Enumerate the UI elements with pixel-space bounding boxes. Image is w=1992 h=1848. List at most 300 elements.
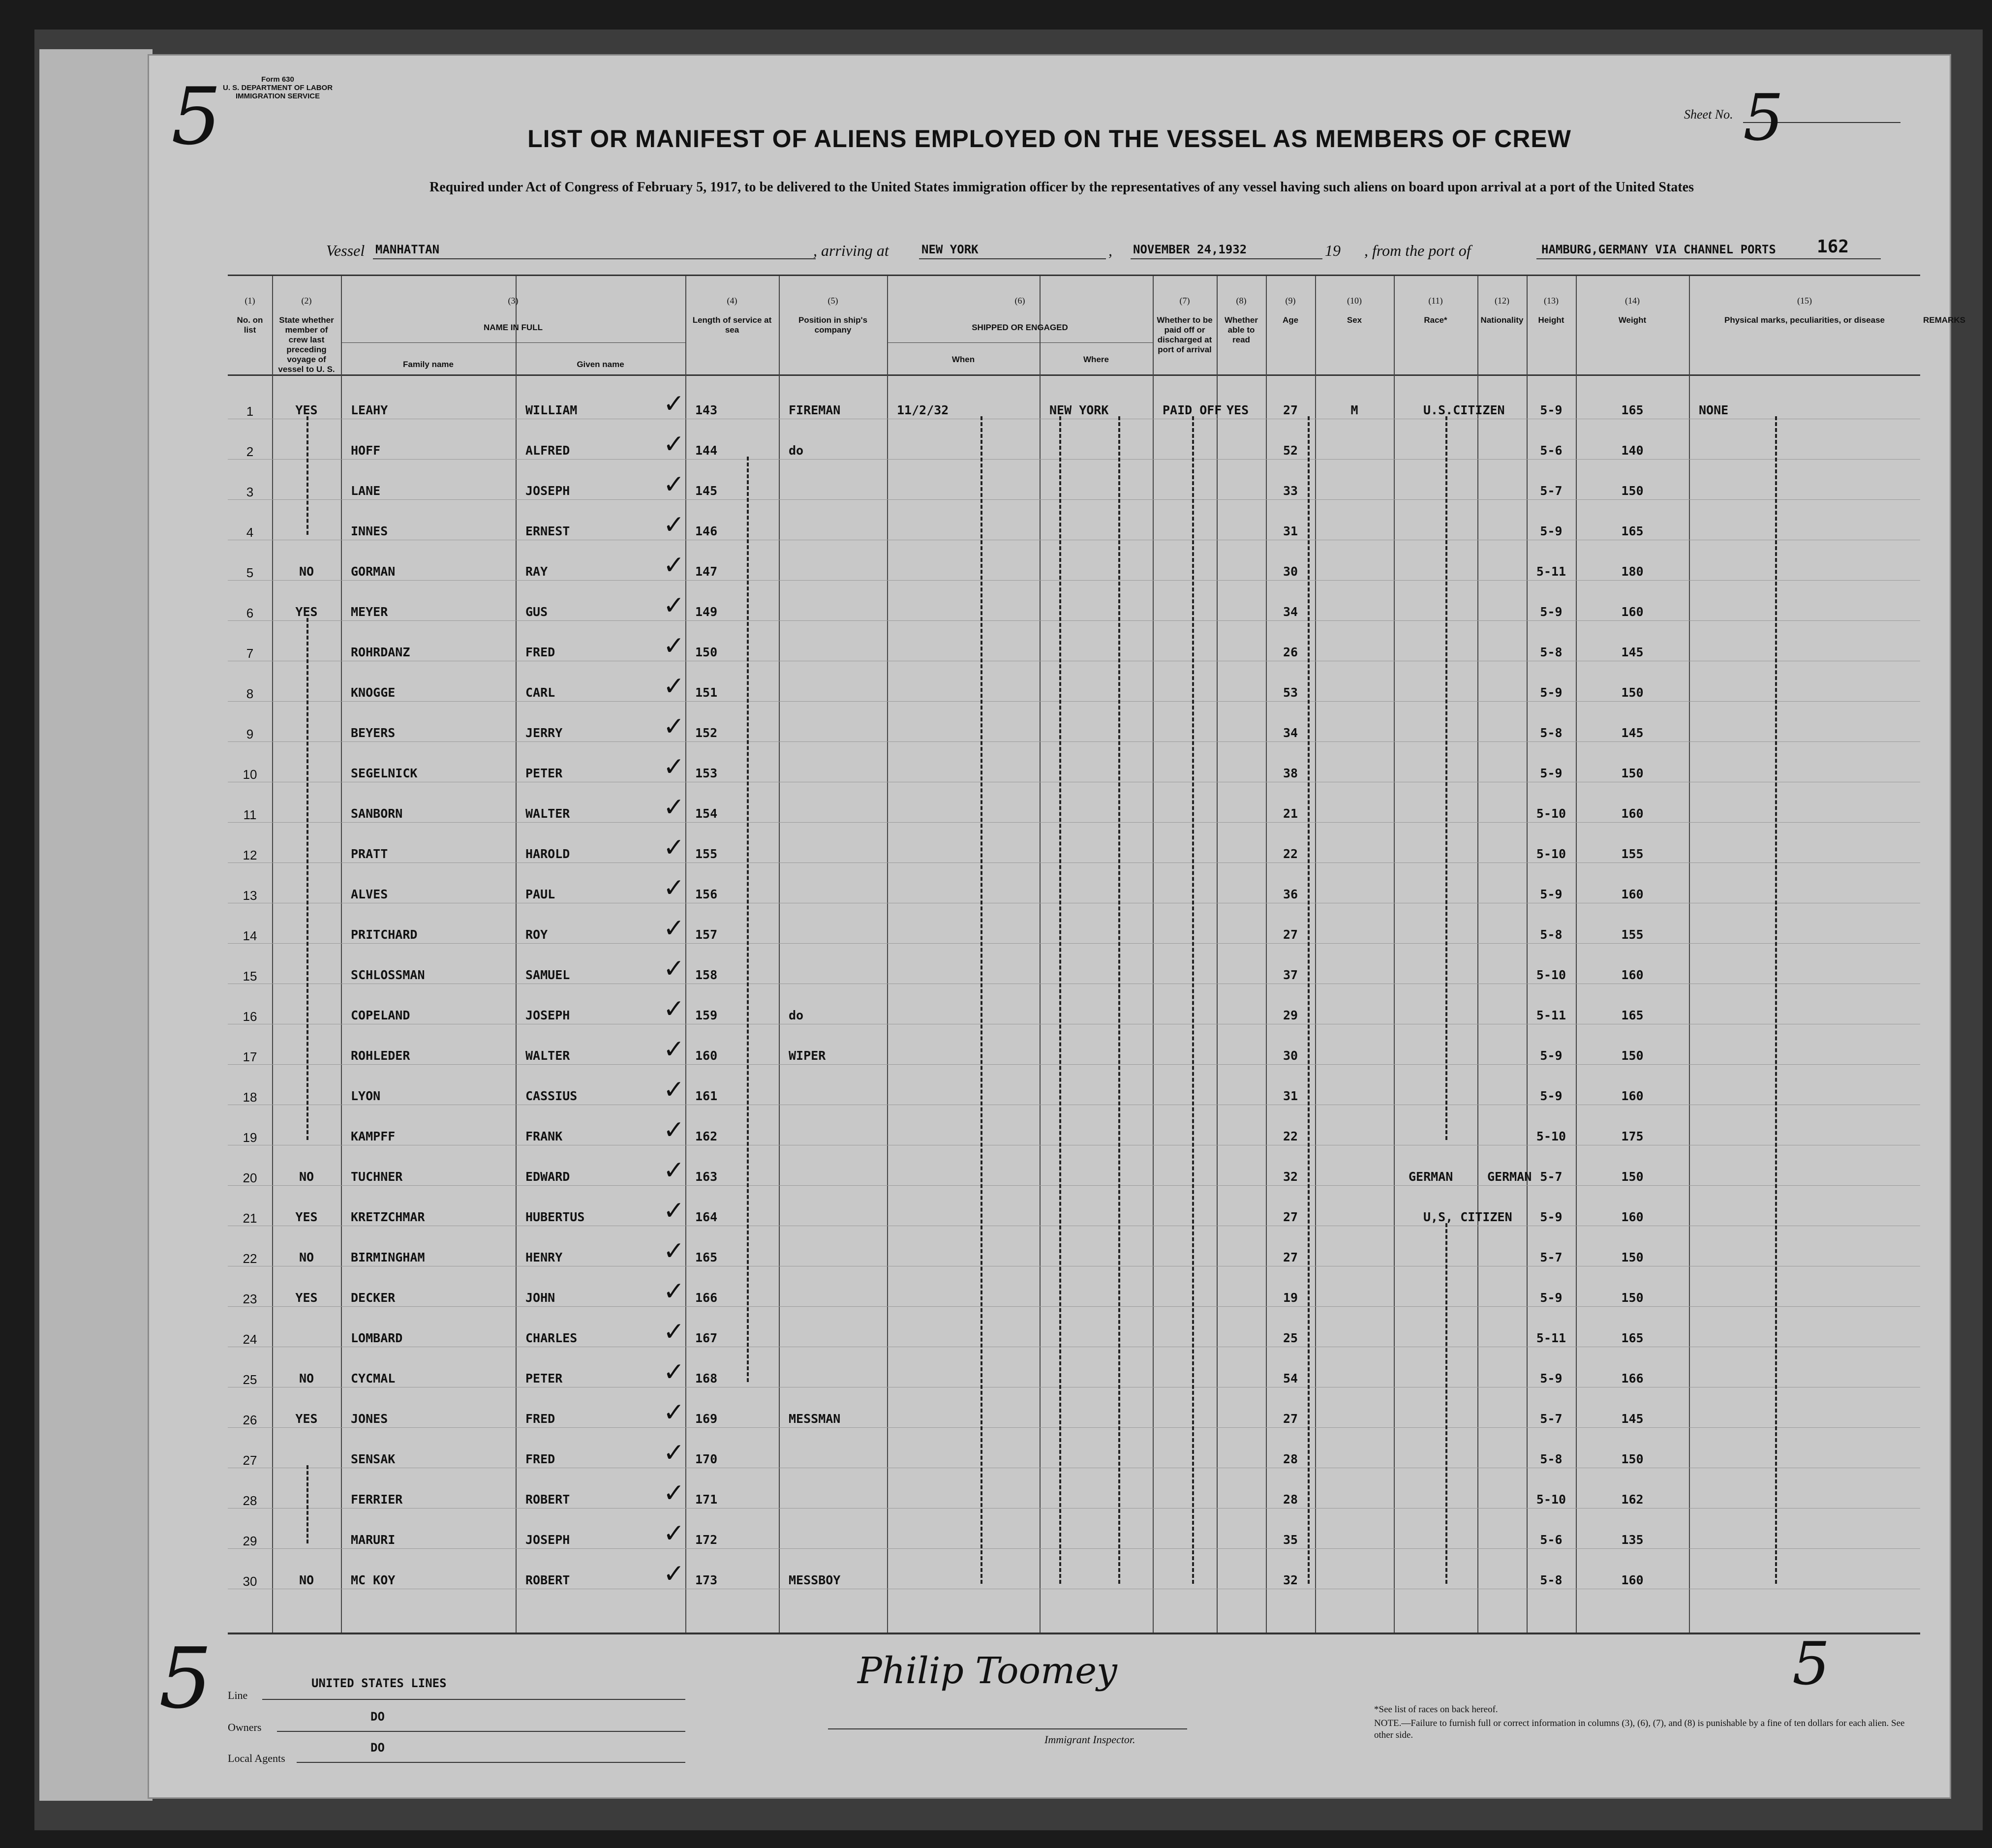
row-rule: [228, 620, 1920, 621]
checkmark-icon: ✓: [663, 1115, 685, 1145]
cell-family-name: KRETZCHMAR: [351, 1210, 425, 1224]
cell-row-number: 10: [243, 767, 257, 782]
header-length-service: Length of service at sea: [692, 315, 772, 335]
page-title: LIST OR MANIFEST OF ALIENS EMPLOYED ON THE VESSEL AS MEMBERS OF CREW: [527, 125, 1571, 153]
header-age: Age: [1282, 315, 1299, 325]
row-rule: [228, 701, 1920, 702]
line-value: UNITED STATES LINES: [311, 1676, 447, 1690]
column-number: (2): [301, 296, 312, 306]
cell-position: MESSBOY: [789, 1573, 841, 1587]
row-rule: [228, 1427, 1920, 1428]
cell-length-service: 167: [695, 1331, 718, 1345]
cell-height: 5-9: [1540, 403, 1563, 417]
checkmark-icon: ✓: [663, 833, 685, 862]
cell-row-number: 28: [243, 1493, 257, 1508]
cell-length-service: 160: [695, 1048, 718, 1063]
from-label: , from the port of: [1364, 242, 1471, 259]
cell-weight: 150: [1621, 1048, 1644, 1063]
cell-length-service: 159: [695, 1008, 718, 1022]
cell-length-service: 146: [695, 524, 718, 538]
cell-family-name: MARURI: [351, 1533, 396, 1547]
cell-weight: 160: [1621, 605, 1644, 619]
cell-given-name: FRED: [525, 645, 555, 659]
column-divider: [272, 276, 273, 1634]
row-rule: [228, 741, 1920, 742]
checkmark-icon: ✓: [663, 1357, 685, 1387]
checkmark-icon: ✓: [663, 1559, 685, 1589]
cell-prev-voyage: YES: [295, 1210, 318, 1224]
header-shipped: SHIPPED OR ENGAGED: [972, 323, 1068, 332]
checkmark-icon: ✓: [663, 551, 685, 580]
column-number: (11): [1428, 296, 1443, 306]
cell-weight: 150: [1621, 484, 1644, 498]
cell-age: 33: [1283, 484, 1298, 498]
cell-height: 5-7: [1540, 1250, 1563, 1264]
cell-weight: 135: [1621, 1533, 1644, 1547]
column-divider: [516, 276, 517, 1634]
agents-underline: [297, 1762, 685, 1763]
footer-corner-left: 5: [159, 1630, 213, 1727]
cell-length-service: 149: [695, 605, 718, 619]
ditto-line: [1775, 416, 1777, 1584]
cell-age: 31: [1283, 1089, 1298, 1103]
cell-height: 5-9: [1540, 766, 1563, 780]
column-divider: [1217, 276, 1218, 1634]
cell-weight: 150: [1621, 766, 1644, 780]
cell-row-number: 8: [246, 686, 254, 701]
cell-given-name: CASSIUS: [525, 1089, 578, 1103]
cell-weight: 150: [1621, 1291, 1644, 1305]
cell-weight: 150: [1621, 1250, 1644, 1264]
cell-height: 5-7: [1540, 1170, 1563, 1184]
cell-row-number: 6: [246, 606, 254, 620]
cell-age: 27: [1283, 1412, 1298, 1426]
cell-weight: 166: [1621, 1371, 1644, 1386]
cell-given-name: HUBERTUS: [525, 1210, 585, 1224]
cell-family-name: BIRMINGHAM: [351, 1250, 425, 1264]
from-port: HAMBURG,GERMANY VIA CHANNEL PORTS: [1541, 243, 1776, 256]
year-label: 19: [1325, 242, 1341, 259]
cell-row-number: 7: [246, 646, 254, 661]
cell-age: 32: [1283, 1170, 1298, 1184]
cell-row-number: 25: [243, 1372, 257, 1387]
ditto-line: [306, 416, 308, 535]
checkmark-icon: ✓: [663, 1398, 685, 1427]
column-number: (3): [508, 296, 519, 306]
column-number: (13): [1544, 296, 1559, 306]
cell-age: 30: [1283, 564, 1298, 579]
row-rule: [228, 1508, 1920, 1509]
binding-strip: [39, 49, 153, 1801]
cell-family-name: MC KOY: [351, 1573, 396, 1587]
cell-prev-voyage: YES: [295, 403, 318, 417]
cell-family-name: MEYER: [351, 605, 388, 619]
manifest-sheet: [148, 54, 1965, 1799]
cell-height: 5-10: [1536, 1492, 1566, 1507]
cell-prev-voyage: NO: [299, 1170, 314, 1184]
cell-given-name: JOSEPH: [525, 484, 570, 498]
column-number: (9): [1285, 296, 1296, 306]
arriving-underline: [919, 258, 1106, 259]
cell-row-number: 3: [246, 485, 254, 499]
cell-family-name: PRATT: [351, 847, 388, 861]
ditto-line: [306, 1465, 308, 1543]
cell-age: 36: [1283, 887, 1298, 901]
races-note: *See list of races on back hereof.: [1374, 1704, 1498, 1715]
row-rule: [228, 943, 1920, 944]
cell-family-name: LEAHY: [351, 403, 388, 417]
cell-position: FIREMAN: [789, 403, 841, 417]
cell-family-name: HOFF: [351, 443, 381, 458]
column-divider: [1689, 276, 1690, 1634]
cell-height: 5-6: [1540, 1533, 1563, 1547]
cell-age: 31: [1283, 524, 1298, 538]
column-divider: [887, 276, 888, 1634]
cell-height: 5-8: [1540, 645, 1563, 659]
cell-length-service: 158: [695, 968, 718, 982]
cell-height: 5-7: [1540, 484, 1563, 498]
checkmark-icon: ✓: [663, 1236, 685, 1266]
cell-race: U.S.CITIZEN: [1423, 403, 1505, 417]
cell-weight: 150: [1621, 1170, 1644, 1184]
cell-length-service: 164: [695, 1210, 718, 1224]
cell-weight: 160: [1621, 887, 1644, 901]
footer-corner-right: 5: [1792, 1630, 1830, 1698]
cell-family-name: COPELAND: [351, 1008, 410, 1022]
column-number: (5): [827, 296, 838, 306]
cell-given-name: JOSEPH: [525, 1533, 570, 1547]
header-remarks: REMARKS: [1923, 315, 1965, 325]
cell-given-name: ROY: [525, 927, 548, 942]
cell-family-name: TUCHNER: [351, 1170, 403, 1184]
cell-height: 5-8: [1540, 927, 1563, 942]
header-name-in-full: NAME IN FULL: [484, 323, 543, 332]
signature-underline: [828, 1728, 1187, 1729]
cell-family-name: PRITCHARD: [351, 927, 418, 942]
cell-weight: 165: [1621, 1331, 1644, 1345]
column-number: (1): [245, 296, 255, 306]
cell-length-service: 171: [695, 1492, 718, 1507]
cell-age: 25: [1283, 1331, 1298, 1345]
column-divider: [1477, 276, 1478, 1634]
cell-row-number: 24: [243, 1332, 257, 1347]
ditto-line: [306, 618, 308, 1140]
agents-label: Local Agents: [228, 1752, 285, 1764]
cell-family-name: ROHRDANZ: [351, 645, 410, 659]
checkmark-icon: ✓: [663, 1478, 685, 1508]
column-number: (7): [1179, 296, 1190, 306]
cell-height: 5-11: [1536, 1008, 1566, 1022]
column-divider: [1153, 276, 1154, 1634]
cell-family-name: KAMPFF: [351, 1129, 396, 1143]
checkmark-icon: ✓: [663, 1438, 685, 1468]
cell-height: 5-6: [1540, 443, 1563, 458]
cell-age: 54: [1283, 1371, 1298, 1386]
cell-age: 27: [1283, 927, 1298, 942]
cell-given-name: PETER: [525, 1371, 563, 1386]
cell-family-name: LANE: [351, 484, 381, 498]
cell-given-name: FRED: [525, 1452, 555, 1466]
cell-prev-voyage: NO: [299, 1573, 314, 1587]
cell-family-name: SCHLOSSMAN: [351, 968, 425, 982]
cell-family-name: CYCMAL: [351, 1371, 396, 1386]
column-number: (12): [1495, 296, 1509, 306]
header-physical: Physical marks, peculiarities, or disease: [1724, 315, 1885, 325]
column-number: (6): [1014, 296, 1025, 306]
checkmark-icon: ✓: [663, 1075, 685, 1105]
sheet-number: 5: [1743, 80, 1784, 155]
cell-family-name: FERRIER: [351, 1492, 403, 1507]
cell-age: 21: [1283, 806, 1298, 821]
cell-position: do: [789, 443, 804, 458]
cell-row-number: 13: [243, 888, 257, 903]
cell-row-number: 30: [243, 1574, 257, 1589]
cell-length-service: 166: [695, 1291, 718, 1305]
cell-age: 27: [1283, 1250, 1298, 1264]
checkmark-icon: ✓: [663, 712, 685, 741]
header-sex: Sex: [1347, 315, 1362, 325]
inspector-signature: Philip Toomey: [858, 1650, 1117, 1692]
cell-row-number: 5: [246, 565, 254, 580]
checkmark-icon: ✓: [663, 1156, 685, 1185]
cell-height: 5-11: [1536, 564, 1566, 579]
agents-value: DO: [370, 1741, 385, 1755]
column-divider: [685, 276, 686, 1634]
row-rule: [228, 580, 1920, 581]
owners-label: Owners: [228, 1721, 262, 1733]
cell-race: U,S, CITIZEN: [1423, 1210, 1512, 1224]
cell-length-service: 144: [695, 443, 718, 458]
cell-position: do: [789, 1008, 804, 1022]
cell-height: 5-9: [1540, 685, 1563, 700]
cell-age: 19: [1283, 1291, 1298, 1305]
vessel-name: MANHATTAN: [375, 243, 440, 256]
checkmark-icon: ✓: [663, 994, 685, 1024]
cell-prev-voyage: NO: [299, 1371, 314, 1386]
cell-height: 5-9: [1540, 1048, 1563, 1063]
column-number: (8): [1236, 296, 1247, 306]
cell-age: 28: [1283, 1492, 1298, 1507]
cell-weight: 145: [1621, 1412, 1644, 1426]
ditto-line: [1308, 416, 1310, 1584]
cell-given-name: JOHN: [525, 1291, 555, 1305]
cell-weight: 145: [1621, 726, 1644, 740]
column-divider: [1040, 276, 1041, 1634]
cell-family-name: INNES: [351, 524, 388, 538]
cell-sex: M: [1350, 403, 1358, 417]
penalty-note: NOTE.—Failure to furnish full or correct information in columns (3), (6), (7), and (8) is punishable by a fine of ten dollars for each alien. See other side.: [1374, 1718, 1905, 1740]
cell-length-service: 172: [695, 1533, 718, 1547]
cell-weight: 180: [1621, 564, 1644, 579]
cell-length-service: 163: [695, 1170, 718, 1184]
cell-row-number: 15: [243, 969, 257, 984]
checkmark-icon: ✓: [663, 1519, 685, 1548]
cell-given-name: PAUL: [525, 887, 555, 901]
cell-length-service: 153: [695, 766, 718, 780]
ditto-line: [981, 416, 982, 1584]
cell-given-name: JERRY: [525, 726, 563, 740]
owners-underline: [277, 1731, 685, 1732]
cell-given-name: CARL: [525, 685, 555, 700]
cell-given-name: SAMUEL: [525, 968, 570, 982]
cell-given-name: JOSEPH: [525, 1008, 570, 1022]
cell-weight: 140: [1621, 443, 1644, 458]
crew-table: [228, 275, 1965, 1634]
header-height: Height: [1538, 315, 1564, 325]
checkmark-icon: ✓: [663, 873, 685, 903]
cell-row-number: 9: [246, 727, 254, 741]
cell-weight: 160: [1621, 1089, 1644, 1103]
cell-weight: 160: [1621, 1210, 1644, 1224]
cell-length-service: 151: [695, 685, 718, 700]
form-reference: [223, 75, 333, 100]
cell-race: GERMAN: [1409, 1170, 1453, 1184]
cell-length-service: 147: [695, 564, 718, 579]
cell-able-read: YES: [1226, 403, 1249, 417]
cell-given-name: WALTER: [525, 806, 570, 821]
cell-position: MESSMAN: [789, 1412, 841, 1426]
cell-weight: 162: [1621, 1492, 1644, 1507]
header-where: Where: [1083, 355, 1109, 364]
cell-length-service: 169: [695, 1412, 718, 1426]
cell-age: 29: [1283, 1008, 1298, 1022]
cell-age: 22: [1283, 1129, 1298, 1143]
header-no-on-list: No. on list: [237, 315, 263, 335]
cell-age: 28: [1283, 1452, 1298, 1466]
cell-height: 5-10: [1536, 968, 1566, 982]
checkmark-icon: ✓: [663, 672, 685, 701]
cell-where: NEW YORK: [1049, 403, 1109, 417]
cell-weight: 155: [1621, 927, 1644, 942]
cell-length-service: 143: [695, 403, 718, 417]
header-paid-off: Whether to be paid off or discharged at port of arrival: [1157, 315, 1213, 354]
cell-row-number: 14: [243, 928, 257, 943]
cell-family-name: ROHLEDER: [351, 1048, 410, 1063]
cell-family-name: KNOGGE: [351, 685, 396, 700]
cell-length-service: 173: [695, 1573, 718, 1587]
header-subdivider: [341, 342, 685, 343]
cell-given-name: WILLIAM: [525, 403, 578, 417]
cell-given-name: FRED: [525, 1412, 555, 1426]
cell-row-number: 12: [243, 848, 257, 862]
cell-row-number: 23: [243, 1292, 257, 1306]
cell-prev-voyage: NO: [299, 564, 314, 579]
checkmark-icon: ✓: [663, 793, 685, 822]
checkmark-icon: ✓: [663, 470, 685, 499]
cell-given-name: ROBERT: [525, 1573, 570, 1587]
cell-family-name: SEGELNICK: [351, 766, 418, 780]
cell-weight: 160: [1621, 968, 1644, 982]
cell-prev-voyage: YES: [295, 1291, 318, 1305]
ditto-line: [1118, 416, 1120, 1584]
cell-length-service: 156: [695, 887, 718, 901]
cell-length-service: 170: [695, 1452, 718, 1466]
ditto-line: [1192, 416, 1194, 1584]
arriving-label: , arriving at: [813, 242, 889, 259]
cell-weight: 165: [1621, 403, 1644, 417]
header-divider: [228, 374, 1920, 376]
cell-length-service: 152: [695, 726, 718, 740]
ditto-line: [1445, 416, 1447, 1140]
sheet-number-label: Sheet No.: [1684, 107, 1733, 122]
cell-age: 32: [1283, 1573, 1298, 1587]
line-underline: [262, 1699, 685, 1700]
cell-weight: 150: [1621, 685, 1644, 700]
checkmark-icon: ✓: [663, 430, 685, 459]
cell-age: 37: [1283, 968, 1298, 982]
cell-height: 5-9: [1540, 1291, 1563, 1305]
cell-given-name: ALFRED: [525, 443, 570, 458]
cell-length-service: 145: [695, 484, 718, 498]
checkmark-icon: ✓: [663, 954, 685, 984]
cell-row-number: 26: [243, 1413, 257, 1427]
checkmark-icon: ✓: [663, 752, 685, 782]
cell-row-number: 20: [243, 1170, 257, 1185]
cell-given-name: PETER: [525, 766, 563, 780]
header-nationality: Nationality: [1480, 315, 1524, 325]
cell-family-name: LYON: [351, 1089, 381, 1103]
header-prev-voyage: State whether member of crew last preceding voyage of vessel to U. S.: [278, 315, 335, 374]
cell-height: 5-11: [1536, 1331, 1566, 1345]
cell-height: 5-8: [1540, 1573, 1563, 1587]
cell-age: 34: [1283, 726, 1298, 740]
row-rule: [228, 1306, 1920, 1307]
line-label: Line: [228, 1689, 248, 1701]
checkmark-icon: ✓: [663, 1196, 685, 1226]
cell-prev-voyage: NO: [299, 1250, 314, 1264]
column-number: (14): [1625, 296, 1640, 306]
cell-length-service: 168: [695, 1371, 718, 1386]
cell-row-number: 11: [243, 807, 257, 822]
cell-position: WIPER: [789, 1048, 826, 1063]
header-family-name: Family name: [403, 360, 454, 369]
ditto-line: [1059, 416, 1061, 1584]
cell-given-name: GUS: [525, 605, 548, 619]
cell-row-number: 19: [243, 1130, 257, 1145]
checkmark-icon: ✓: [663, 591, 685, 620]
cell-height: 5-10: [1536, 847, 1566, 861]
checkmark-icon: ✓: [663, 389, 685, 419]
cell-weight: 155: [1621, 847, 1644, 861]
row-rule: [228, 1548, 1920, 1549]
cell-row-number: 4: [246, 525, 254, 540]
cell-age: 22: [1283, 847, 1298, 861]
cell-length-service: 155: [695, 847, 718, 861]
vessel-label: Vessel: [326, 242, 365, 259]
cell-height: 5-7: [1540, 1412, 1563, 1426]
cell-age: 27: [1283, 403, 1298, 417]
cell-physical: NONE: [1699, 403, 1729, 417]
column-divider: [779, 276, 780, 1634]
cell-row-number: 18: [243, 1090, 257, 1105]
checkmark-icon: ✓: [663, 1317, 685, 1347]
cell-weight: 165: [1621, 1008, 1644, 1022]
column-divider: [1315, 276, 1316, 1634]
checkmark-icon: ✓: [663, 1035, 685, 1064]
cell-given-name: ERNEST: [525, 524, 570, 538]
column-number: (15): [1797, 296, 1812, 306]
cell-given-name: CHARLES: [525, 1331, 578, 1345]
cell-row-number: 1: [246, 404, 254, 419]
cell-row-number: 27: [243, 1453, 257, 1468]
cell-given-name: HENRY: [525, 1250, 563, 1264]
cell-row-number: 21: [243, 1211, 257, 1226]
cell-family-name: GORMAN: [351, 564, 396, 579]
row-rule: [228, 1064, 1920, 1065]
header-weight: Weight: [1618, 315, 1647, 325]
column-divider: [1266, 276, 1267, 1634]
header-subdivider: [887, 342, 1153, 343]
